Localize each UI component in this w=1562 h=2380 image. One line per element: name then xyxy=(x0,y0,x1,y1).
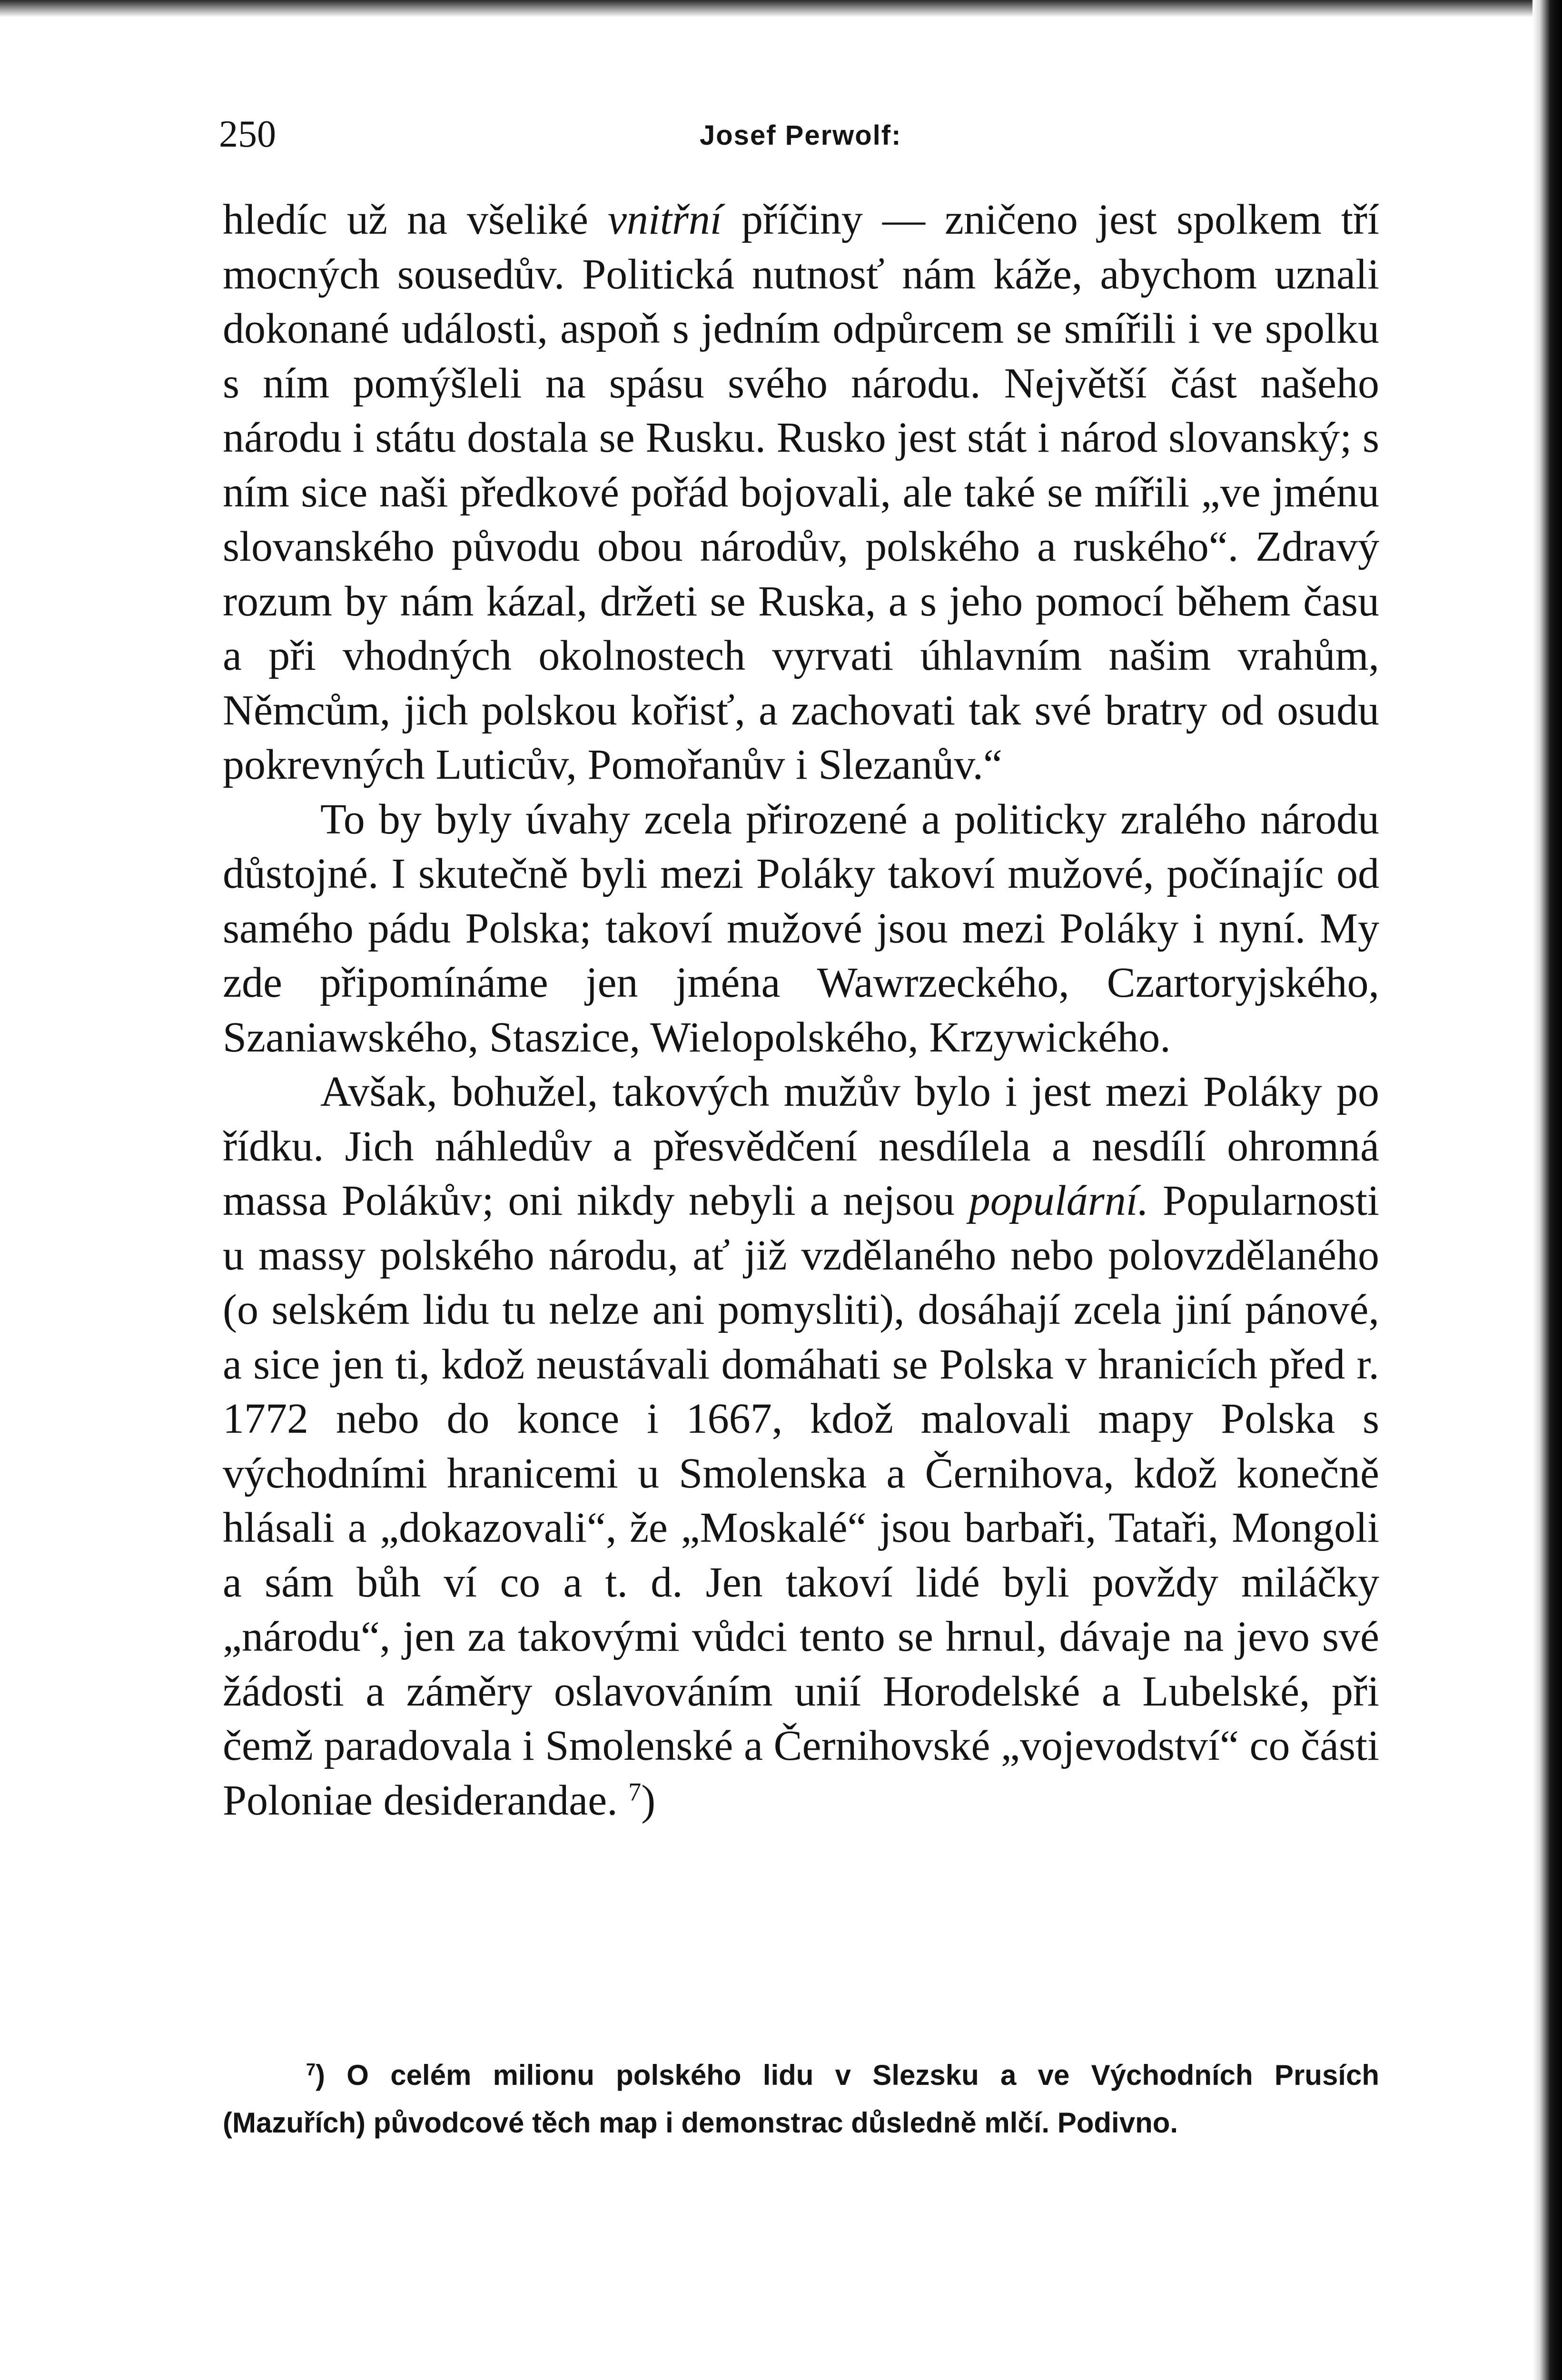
paragraph-1-text-b: příčiny — zničeno jest spolkem tří mocných sousedův. Politická nutnosť nám káže, abychom uznali dokonané události, aspoň s jedním odpůrcem se smířili i ve spolku s ním pomýšleli na spásu svého národu. Největší část našeho národu i státu dostala se Rusku. Rusko jest stát i národ slovanský; s ním sice naši předkové pořád bojovali, ale také se mířili „ve jménu slovanského původu obou národův, polského a ruského“. Zdravý rozum by nám kázal, držeti se Ruska, a s jeho pomocí během času a při vhodných okolnostech vyrvati úhlavním našim vrahům, Němcům, jich polskou kořisť, a zachovati tak své bratry od osudu pokrevných Luticův, Pomořanův i Slezanův.“ xyxy=(223,196,1379,788)
page-number: 250 xyxy=(219,113,276,155)
paragraph-3-text-b: Popularnosti u massy polského národu, ať již vzdělaného nebo polovzdělaného (o selském lidu tu nelze ani pomysliti), dosáhají zcela jiní pánové, a sice jen ti, kdož neustávali domáhati se Polska v hranicích před r. 1772 nebo do konce i 1667, kdož malovali mapy Polska s východními hranicemi u Smolenska a Černihova, kdož konečně hlásali a „dokazovali“, že „Moskalé“ jsou barbaři, Tataři, Mongoli a sám bůh ví co a t. d. Jen takoví lidé byli povždy miláčky „národu“, jen za takovými vůdci tento se hrnul, dávaje na jevo své žádosti a záměry oslavováním unií Horodelské a Lubelské, při čemž paradovala i Smolenské a Černihovské „vojevodství“ co části Poloniae desiderandae. xyxy=(223,1177,1380,1824)
footnote-marker-close: ) xyxy=(316,2059,326,2091)
footnote-reference: 7 xyxy=(628,1777,642,1806)
footnote-reference-close: ) xyxy=(641,1776,656,1824)
footnote-text: O celém milionu polského lidu v Slezsku a ve Východních Prusích (Mazuřích) původcové těch map i demonstrac důsledně mlčí. Podivno. xyxy=(223,2059,1379,2139)
running-head: Josef Perwolf: xyxy=(700,120,902,151)
footnotes xyxy=(223,2052,1379,2147)
footnote-7 xyxy=(223,2052,1379,2147)
footnote-marker: 7 xyxy=(306,2060,316,2080)
page-header xyxy=(219,110,1409,168)
scan-edge-top xyxy=(0,0,1562,17)
paragraph-2: To by byly úvahy zcela přirozené a politicky zralého národu důstojné. I skutečně byli mezi Poláky takoví mužové, počínajíc od samého pádu Polska; takoví mužové jsou mezi Poláky i nyní. My zde připomínáme jen jména Wawrzeckého, Czartoryjského, Szaniawského, Staszice, Wielopolského, Krzywického. xyxy=(223,795,1379,1061)
paragraph-3-italic: populární. xyxy=(969,1177,1149,1224)
page-body xyxy=(223,193,1379,1828)
paragraph-1-italic: vnitřní xyxy=(607,196,722,243)
paragraph-1 xyxy=(223,193,1379,793)
paragraph-3-text-a: Avšak, bohužel, takových mužův bylo i jest mezi Poláky po řídku. Jich náhledův a přesvědčení nesdílela a nesdílí ohromná massa Polákův; oni nikdy nebyli a nejsou xyxy=(223,1068,1379,1224)
paragraph-1-text-a: hledíc už na všeliké xyxy=(223,196,608,243)
scan-edge-right xyxy=(1532,0,1562,2380)
paragraph-3 xyxy=(223,1065,1379,1828)
